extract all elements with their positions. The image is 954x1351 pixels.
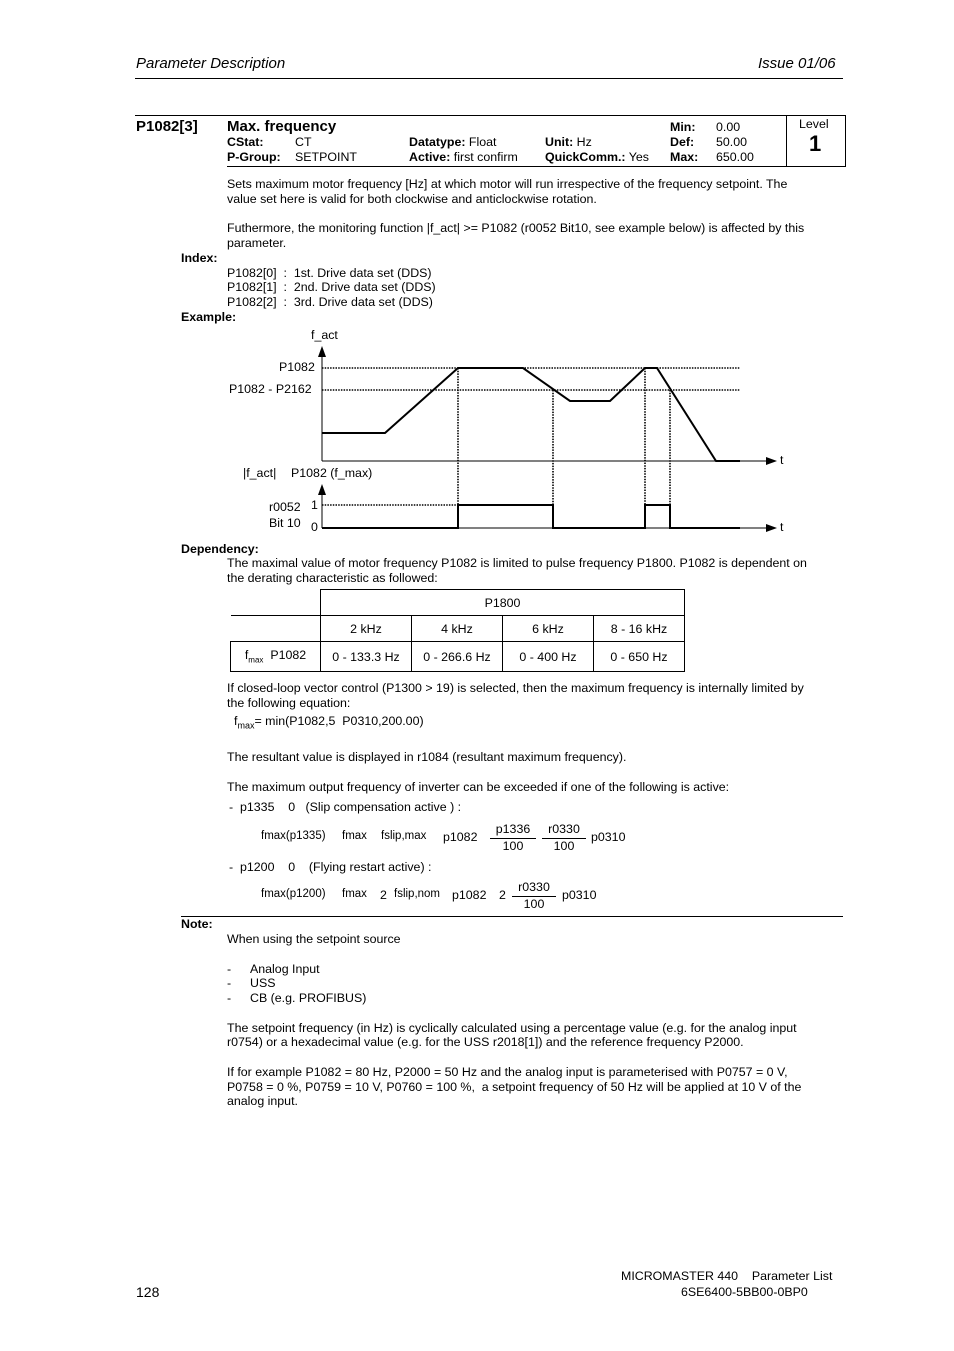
page-number: 128 bbox=[136, 1284, 160, 1300]
label-zero: 0 bbox=[311, 520, 318, 534]
exceed-text: The maximum output frequency of inverter can be exceeded if one of the following is active: bbox=[227, 780, 730, 794]
example-label: Example: bbox=[181, 310, 237, 324]
list-item: USS bbox=[250, 976, 276, 990]
dependency-label: Dependency: bbox=[181, 542, 259, 556]
note-line: r0754) or a hexadecimal value (e.g. for the USS r2018[1]) and the reference frequency P2000. bbox=[227, 1035, 744, 1049]
example-timing-diagram bbox=[0, 0, 954, 560]
list-item: Analog Input bbox=[250, 962, 320, 976]
table-col-header: 4 kHz bbox=[412, 616, 503, 642]
description-line: parameter. bbox=[227, 236, 287, 250]
pgroup-label: P-Group: bbox=[227, 150, 281, 164]
note-intro: When using the setpoint source bbox=[227, 932, 401, 946]
table-cell: 0 - 400 Hz bbox=[503, 642, 594, 672]
header-title: Parameter Description bbox=[136, 55, 286, 72]
table-col-header: 8 - 16 kHz bbox=[594, 616, 685, 642]
dependency-line: the derating characteristic as followed: bbox=[227, 571, 438, 585]
note-label: Note: bbox=[181, 917, 213, 931]
index-item: P1082[0] : 1st. Drive data set (DDS) bbox=[227, 266, 432, 280]
derating-table bbox=[230, 589, 685, 672]
list-bullet: - bbox=[227, 991, 232, 1005]
min-label: Min: bbox=[670, 120, 696, 134]
label-t: t bbox=[780, 453, 784, 467]
index-item: P1082[1] : 2nd. Drive data set (DDS) bbox=[227, 280, 436, 294]
bit-t-arrow bbox=[766, 524, 777, 532]
description-line: value set here is valid for both clockwise and anticlockwise rotation. bbox=[227, 192, 597, 206]
note-line: If for example P1082 = 80 Hz, P2000 = 50 Hz and the analog input is parameterised with P0757 = 0 V, bbox=[227, 1065, 788, 1079]
label-f-act: f_act bbox=[311, 328, 338, 342]
label-abs-f-act: |f_act| bbox=[243, 466, 277, 480]
table-col-header: 6 kHz bbox=[503, 616, 594, 642]
table-row-label: $f_{max}$ P1082 bbox=[231, 642, 321, 672]
cstat-label: CStat: bbox=[227, 135, 264, 149]
note-line: The setpoint frequency (in Hz) is cyclically calculated using a percentage value (e.g. for the analog input bbox=[227, 1021, 797, 1035]
list-bullet: - bbox=[227, 976, 232, 990]
dependency-line: the following equation: bbox=[227, 696, 351, 710]
unit: Unit: Hz bbox=[545, 135, 592, 149]
header-issue: Issue 01/06 bbox=[758, 55, 836, 72]
def-label: Def: bbox=[670, 135, 695, 149]
quickcomm: QuickComm.: Yes bbox=[545, 150, 649, 164]
frequency-axes bbox=[322, 350, 770, 461]
label-t-bit: t bbox=[780, 520, 784, 534]
y-axis-arrow bbox=[318, 346, 326, 357]
index-item: P1082[2] : 3rd. Drive data set (DDS) bbox=[227, 295, 433, 309]
condition-flying-restart: - p1200 0 (Flying restart active) : bbox=[229, 860, 432, 874]
description-line: Futhermore, the monitoring function |f_act| >= P1082 (r0052 Bit10, see example below) is affected by this bbox=[227, 221, 805, 235]
table-cell: 0 - 650 Hz bbox=[594, 642, 685, 672]
bit-y-arrow bbox=[318, 484, 326, 495]
table-cell: 0 - 133.3 Hz bbox=[321, 642, 412, 672]
description-line: Sets maximum motor frequency [Hz] at which motor will run irrespective of the frequency setpoint. The bbox=[227, 177, 788, 191]
parameter-id: P1082[3] bbox=[136, 118, 198, 135]
bit-axes bbox=[322, 488, 770, 528]
def-value: 50.00 bbox=[716, 135, 748, 149]
label-bit10: Bit 10 bbox=[269, 516, 301, 530]
list-bullet: - bbox=[227, 962, 232, 976]
level-value: 1 bbox=[809, 131, 822, 156]
cstat-value: CT bbox=[295, 135, 312, 149]
datatype: Datatype: Float bbox=[409, 135, 497, 149]
label-one: 1 bbox=[311, 498, 318, 512]
condition-slip: - p1335 0 (Slip compensation active ) : bbox=[229, 800, 462, 814]
table-col-header: 2 kHz bbox=[321, 616, 412, 642]
min-value: 0.00 bbox=[716, 120, 741, 134]
fmax-equation: $f_{max}= \min(P1082,5$ P0310,200.00) bbox=[234, 714, 424, 731]
max-value: 650.00 bbox=[716, 150, 754, 164]
label-r0052: r0052 bbox=[269, 500, 301, 514]
table-group-header: P1800 bbox=[321, 590, 685, 616]
bit10-signal bbox=[322, 505, 740, 528]
dependency-line: If closed-loop vector control (P1300 > 19) is selected, then the maximum frequency is internally limited by bbox=[227, 681, 804, 695]
footer-order-number: 6SE6400-5BB00-0BP0 bbox=[681, 1285, 808, 1299]
level-label: Level bbox=[799, 117, 829, 131]
note-line: analog input. bbox=[227, 1094, 298, 1108]
pgroup-value: SETPOINT bbox=[295, 150, 357, 164]
note-rule bbox=[181, 916, 843, 917]
index-label: Index: bbox=[181, 251, 218, 265]
t-axis-arrow bbox=[766, 457, 777, 465]
parameter-name: Max. frequency bbox=[227, 118, 337, 135]
label-p1082-fmax: P1082 (f_max) bbox=[291, 466, 373, 480]
active: Active: first confirm bbox=[409, 150, 518, 164]
list-item: CB (e.g. PROFIBUS) bbox=[250, 991, 367, 1005]
note-line: P0758 = 0 %, P0759 = 10 V, P0760 = 100 %, a setpoint frequency of 50 Hz will be applied at 10 V of the bbox=[227, 1080, 802, 1094]
label-p1082: P1082 bbox=[279, 360, 315, 374]
table-cell: 0 - 266.6 Hz bbox=[412, 642, 503, 672]
frequency-curve bbox=[322, 368, 740, 461]
label-p1082-p2162: P1082 - P2162 bbox=[229, 382, 312, 396]
dependency-line: The maximal value of motor frequency P1082 is limited to pulse frequency P1800. P1082 is dependent on bbox=[227, 556, 807, 570]
max-label: Max: bbox=[670, 150, 699, 164]
resultant-text: The resultant value is displayed in r1084 (resultant maximum frequency). bbox=[227, 750, 627, 764]
footer-product: MICROMASTER 440 Parameter List bbox=[621, 1269, 833, 1283]
